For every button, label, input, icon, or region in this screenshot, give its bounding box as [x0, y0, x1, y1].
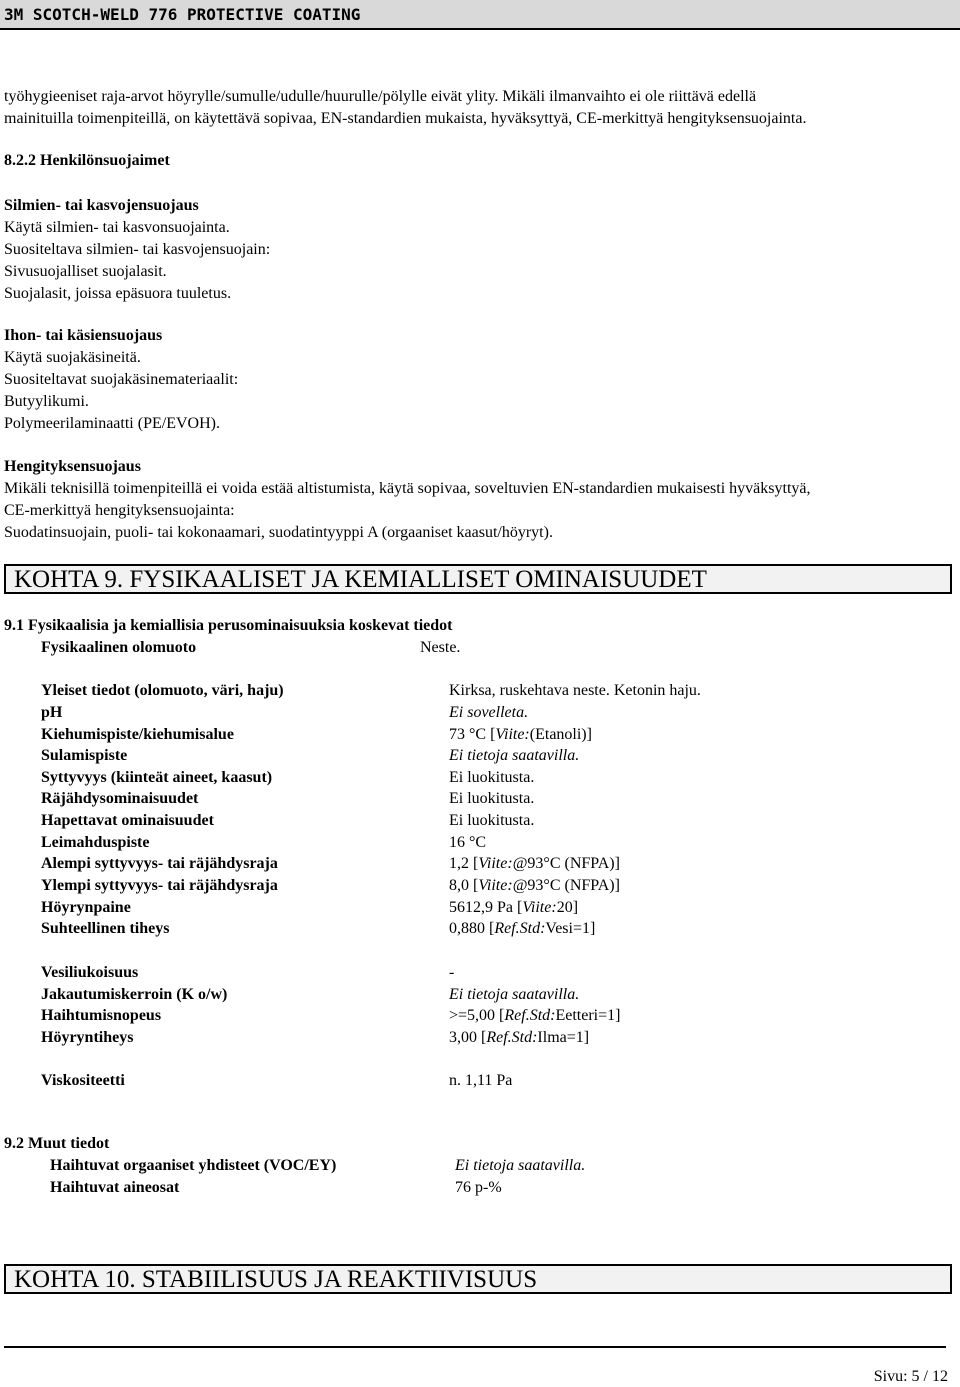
property-value: n. 1,11 Pa — [449, 1072, 513, 1089]
property-name: Viskositeetti — [41, 1072, 125, 1089]
property-value: 16 °C — [449, 834, 487, 851]
property-name: Suhteellinen tiheys — [41, 920, 170, 937]
property-name: Höyryntiheys — [41, 1029, 134, 1046]
property-value: Ei luokitusta. — [449, 790, 535, 807]
property-value: Ei luokitusta. — [449, 812, 535, 829]
respiratory-protection-line: Suodatinsuojain, puoli- tai kokonaamari, suodatintyyppi A (orgaaniset kaasut/höyryt). — [4, 524, 553, 541]
section-9-title: KOHTA 9. FYSIKAALISET JA KEMIALLISET OMINAISUUDET — [14, 566, 707, 593]
property-value: >=5,00 [Ref.Std:Eetteri=1] — [449, 1007, 621, 1024]
skin-protection-line: Polymeerilaminaatti (PE/EVOH). — [4, 415, 220, 432]
respiratory-protection-line: Mikäli teknisillä toimenpiteillä ei voida estää altistumista, käytä sopivaa, soveltuvien EN-standardien mukaisesti hyväksyttyä, — [4, 480, 811, 497]
property-value: 0,880 [Ref.Std:Vesi=1] — [449, 920, 596, 937]
intro-line: mainituilla toimenpiteillä, on käytettävä sopivaa, EN-standardien mukaista, hyväksyttyä, CE-merkittyä hengityksensuojainta. — [4, 110, 807, 127]
property-name: Ylempi syttyvyys- tai räjähdysraja — [41, 877, 278, 894]
skin-protection-line: Suositeltavat suojakäsinemateriaalit: — [4, 371, 239, 388]
eye-protection-line: Käytä silmien- tai kasvonsuojainta. — [4, 219, 230, 236]
eye-protection-line: Sivusuojalliset suojalasit. — [4, 263, 167, 280]
property-name: Haihtumisnopeus — [41, 1007, 162, 1024]
respiratory-protection-title: Hengityksensuojaus — [4, 458, 141, 475]
document-header — [0, 0, 960, 30]
footer-rule — [4, 1346, 946, 1348]
property-value: 73 °C [Viite:(Etanoli)] — [449, 726, 592, 743]
property-name: Räjähdysominaisuudet — [41, 790, 199, 807]
section-10-title: KOHTA 10. STABIILISUUS JA REAKTIIVISUUS — [14, 1266, 538, 1293]
subsection-heading-92: 9.2 Muut tiedot — [4, 1135, 110, 1152]
property-name: Alempi syttyvyys- tai räjähdysraja — [41, 855, 278, 872]
property-value: 5612,9 Pa [Viite:20] — [449, 899, 579, 916]
property-value: 8,0 [Viite:@93°C (NFPA)] — [449, 877, 620, 894]
intro-line: työhygieeniset raja-arvot höyrylle/sumulle/udulle/huurulle/pölylle eivät ylity. Mikäli ilmanvaihto ei ole riittävä edellä — [4, 88, 757, 105]
other-info-value: Ei tietoja saatavilla. — [455, 1157, 586, 1174]
property-value: Ei tietoja saatavilla. — [449, 747, 580, 764]
eye-protection-title: Silmien- tai kasvojensuojaus — [4, 197, 199, 214]
property-name: pH — [41, 704, 63, 721]
eye-protection-line: Suositeltava silmien- tai kasvojensuojain: — [4, 241, 271, 258]
skin-protection-title: Ihon- tai käsiensuojaus — [4, 327, 163, 344]
property-value: - — [449, 964, 455, 981]
property-name: Yleiset tiedot (olomuoto, väri, haju) — [41, 682, 284, 699]
property-name: Leimahduspiste — [41, 834, 150, 851]
property-value: Ei luokitusta. — [449, 769, 535, 786]
section-10-title-box — [4, 1264, 952, 1294]
respiratory-protection-block — [4, 456, 810, 544]
property-value: 1,2 [Viite:@93°C (NFPA)] — [449, 855, 620, 872]
property-value: Ei tietoja saatavilla. — [449, 986, 580, 1003]
property-value: Kirksa, ruskehtava neste. Ketonin haju. — [449, 682, 701, 699]
skin-protection-line: Käytä suojakäsineitä. — [4, 349, 141, 366]
eye-protection-line: Suojalasit, joissa epäsuora tuuletus. — [4, 285, 232, 302]
property-name: Sulamispiste — [41, 747, 128, 764]
other-info-name: Haihtuvat orgaaniset yhdisteet (VOC/EY) — [50, 1157, 337, 1174]
property-value: Ei sovelleta. — [449, 704, 529, 721]
skin-protection-block — [4, 325, 238, 435]
property-name: Jakautumiskerroin (K o/w) — [41, 986, 228, 1003]
page-number: Sivu: 5 / 12 — [873, 1368, 948, 1385]
subsection-heading-91: 9.1 Fysikaalisia ja kemiallisia perusominaisuuksia koskevat tiedot — [4, 617, 453, 634]
physical-state-label: Fysikaalinen olomuoto — [41, 639, 197, 656]
skin-protection-line: Butyylikumi. — [4, 393, 89, 410]
property-name: Hapettavat ominaisuudet — [41, 812, 214, 829]
property-name: Syttyvyys (kiinteät aineet, kaasut) — [41, 769, 273, 786]
property-name: Vesiliukoisuus — [41, 964, 139, 981]
property-name: Höyrynpaine — [41, 899, 131, 916]
property-name: Kiehumispiste/kiehumisalue — [41, 726, 234, 743]
other-info-value: 76 p-% — [455, 1179, 502, 1196]
section-9-title-box — [4, 564, 952, 594]
respiratory-protection-line: CE-merkittyä hengityksensuojainta: — [4, 502, 235, 519]
subsection-heading-822: 8.2.2 Henkilönsuojaimet — [4, 152, 170, 169]
other-info-name: Haihtuvat aineosat — [50, 1179, 180, 1196]
intro-paragraph — [4, 86, 806, 130]
property-value: 3,00 [Ref.Std:Ilma=1] — [449, 1029, 590, 1046]
physical-state-value: Neste. — [420, 639, 461, 656]
document-title: 3M SCOTCH-WELD 776 PROTECTIVE COATING — [4, 5, 361, 24]
eye-protection-block — [4, 195, 270, 305]
